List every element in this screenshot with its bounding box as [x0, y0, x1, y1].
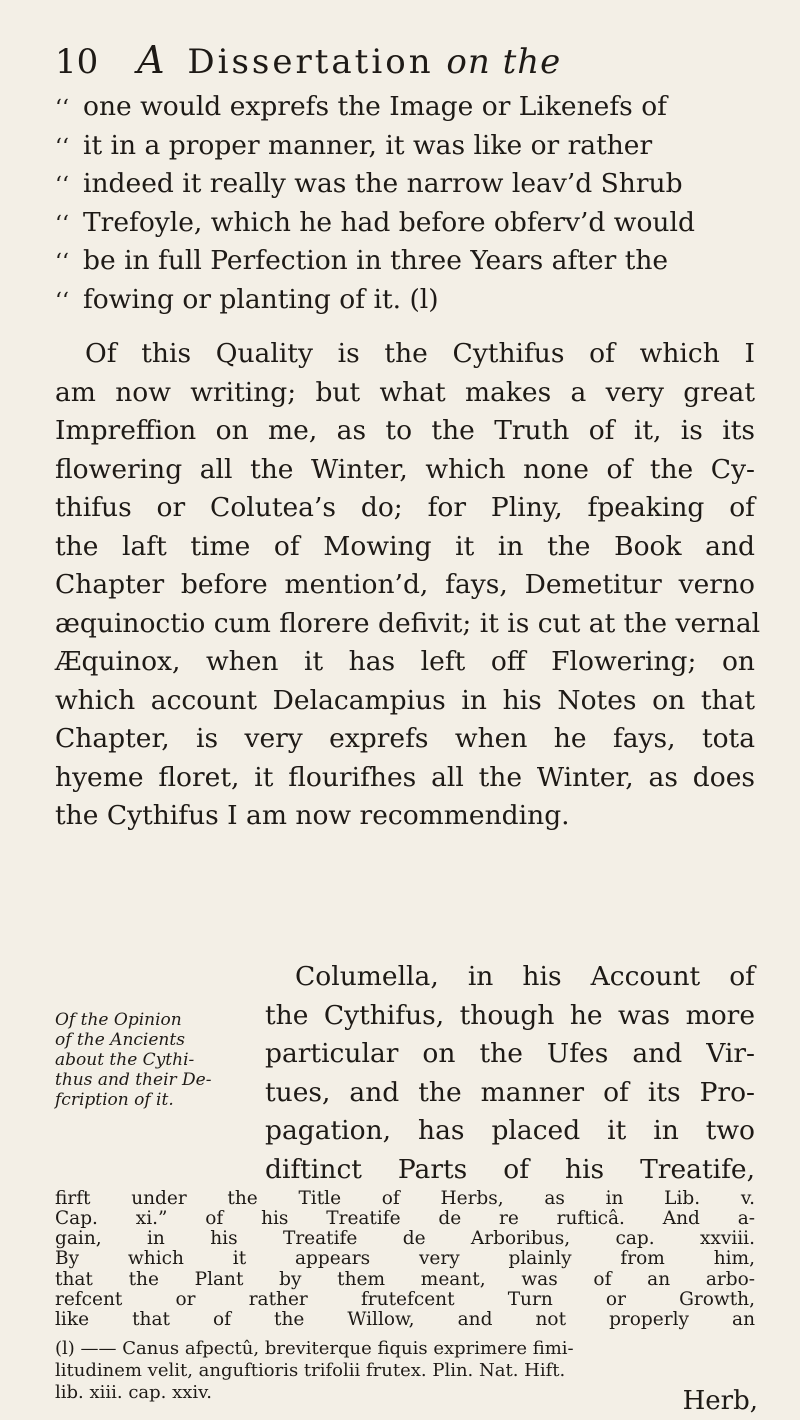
- text-line: refcent or rather frutefcent Turn or Growth,: [55, 1288, 755, 1310]
- margin-note-line: fcription of it.: [55, 1090, 174, 1110]
- quote-line: ‘‘ Trefoyle, which he had before obferv’d would: [55, 206, 695, 238]
- text-line: Chapter before mention’d, fays, Demetitur verno: [55, 569, 755, 600]
- quote-line: ‘‘ one would exprefs the Image or Likenefs of: [55, 91, 667, 122]
- text-line: firft under the Title of Herbs, as in Lib. v.: [55, 1188, 755, 1209]
- text-line: pagation, has placed it in two: [265, 1115, 755, 1146]
- text-line: By which it appears very plainly from him,: [55, 1248, 755, 1270]
- catchword: Herb,: [682, 1386, 758, 1416]
- text-line: Cap. xi.” of his Treatife de re rufticâ. And a-: [55, 1208, 755, 1230]
- quote-line: ‘‘ be in full Perfection in three Years after the: [55, 245, 669, 276]
- footnote-line: (l) —— Canus afpectû, breviterque fiquis exprimere fimi-: [55, 1338, 574, 1359]
- text-line: gain, in his Treatife de Arboribus, cap. xxviii.: [55, 1228, 755, 1250]
- text-line: hyeme floret, it flourifhes all the Winter, as does: [55, 761, 755, 793]
- text-line: Of this Quality is the Cythifus of which I: [85, 338, 755, 369]
- footnote-line: lib. xiii. cap. xxiv.: [55, 1382, 212, 1403]
- text-line: Columella, in his Account of: [295, 961, 755, 992]
- text-line: thifus or Colutea’s do; for Pliny, fpeaking of: [55, 492, 755, 523]
- text-line: tues, and the manner of its Pro-: [265, 1076, 755, 1108]
- text-line: the laft time of Mowing it in the Book and: [55, 530, 755, 562]
- text-line: diftinct Parts of his Treatife,: [265, 1153, 755, 1185]
- title-lead: A: [137, 38, 167, 82]
- text-line: flowering all the Winter, which none of the Cy-: [55, 453, 755, 485]
- quote-line: ‘‘ fowing or planting of it. (l): [55, 283, 439, 315]
- text-line: the Cythifus, though he was more: [265, 999, 755, 1031]
- footnote: [55, 1338, 755, 1404]
- quotation-block: [55, 88, 755, 319]
- text-line: particular on the Ufes and Vir-: [265, 1038, 755, 1069]
- page-number: 10: [55, 42, 99, 82]
- title-tail: on the: [446, 42, 562, 82]
- text-line: the Cythifus I am now recommending.: [55, 800, 570, 831]
- quote-line: ‘‘ indeed it really was the narrow leav’d Shrub: [55, 168, 683, 199]
- paragraph-columella-continuation: [55, 1189, 755, 1330]
- text-line: that the Plant by them meant, was of an arbo-: [55, 1268, 755, 1290]
- margin-note-line: about the Cythi-: [55, 1050, 195, 1070]
- text-line: æquinoctio cum florere defivit; it is cut at the vernal: [55, 607, 761, 639]
- text-line: like that of the Willow, and not properly an: [55, 1308, 755, 1330]
- paragraph-columella-wrapped: [265, 958, 755, 1189]
- text-line: which account Delacampius in his Notes on that: [55, 684, 755, 716]
- title-main: Dissertation: [187, 42, 434, 82]
- text-line: Æquinox, when it has left off Flowering; on: [55, 646, 755, 677]
- text-line: Chapter, is very exprefs when he fays, tota: [55, 723, 755, 754]
- paragraph-quality: [55, 335, 761, 836]
- quote-line: ‘‘ it in a proper manner, it was like or rather: [55, 129, 653, 161]
- margin-note-line: thus and their De-: [55, 1070, 212, 1090]
- running-header: [55, 40, 745, 82]
- footnote-line: litudinem velit, anguftioris trifolii frutex. Plin. Nat. Hift.: [55, 1360, 566, 1381]
- margin-note-line: Of the Opinion: [55, 1010, 182, 1030]
- text-line: am now writing; but what makes a very great: [55, 376, 755, 408]
- margin-note-line: of the Ancients: [55, 1030, 185, 1050]
- margin-note: [55, 1010, 245, 1110]
- text-line: Impreffion on me, as to the Truth of it, is its: [55, 415, 755, 446]
